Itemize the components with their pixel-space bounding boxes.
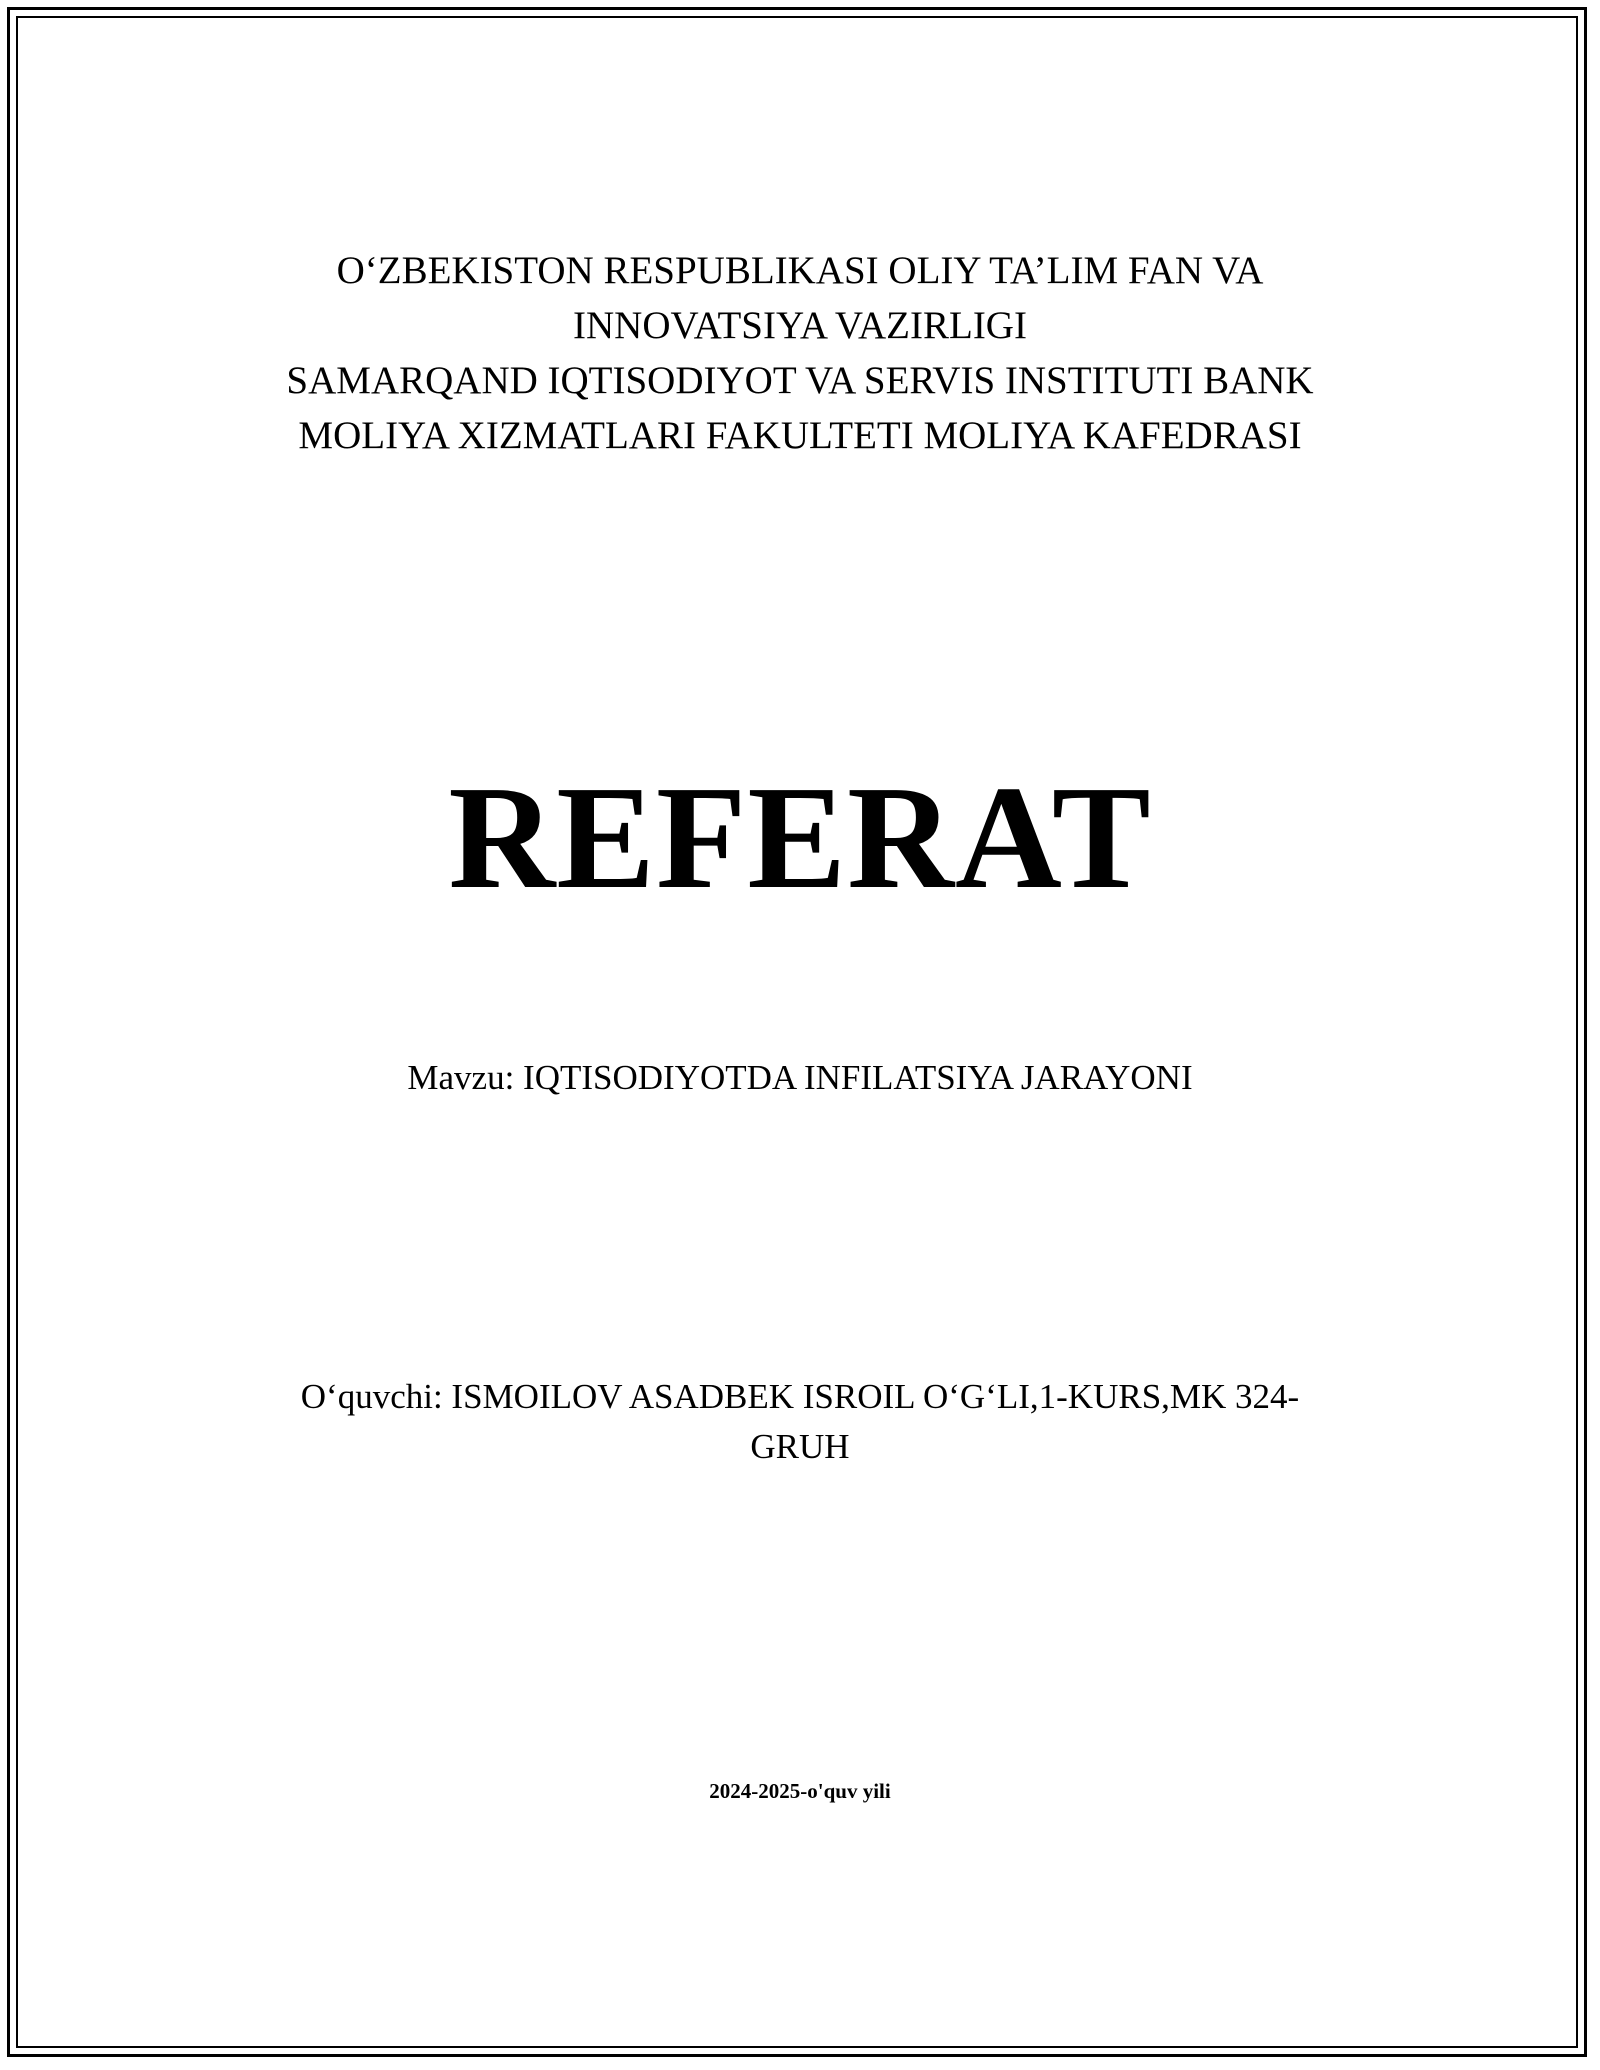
document-title: REFERAT [448,756,1152,920]
institution-header [0,243,1600,463]
header-line: O‘ZBEKISTON RESPUBLIKASI OLIY TA’LIM FAN VA [336,249,1264,292]
student-line: GRUH [750,1427,850,1466]
header-line: INNOVATSIYA VAZIRLIGI [573,304,1027,347]
topic-line: Mavzu: IQTISODIYOTDA INFILATSIYA JARAYONI [407,1058,1193,1097]
academic-year: 2024-2025-o'quv yili [709,1779,891,1803]
header-line: SAMARQAND IQTISODIYOT VA SERVIS INSTITUTI BANK [286,359,1314,402]
student-line: O‘quvchi: ISMOILOV ASADBEK ISROIL O‘G‘LI,1-KURS,MK 324- [300,1377,1300,1416]
student-info [0,1372,1600,1472]
header-line: MOLIYA XIZMATLARI FAKULTETI MOLIYA KAFEDRASI [298,414,1302,457]
